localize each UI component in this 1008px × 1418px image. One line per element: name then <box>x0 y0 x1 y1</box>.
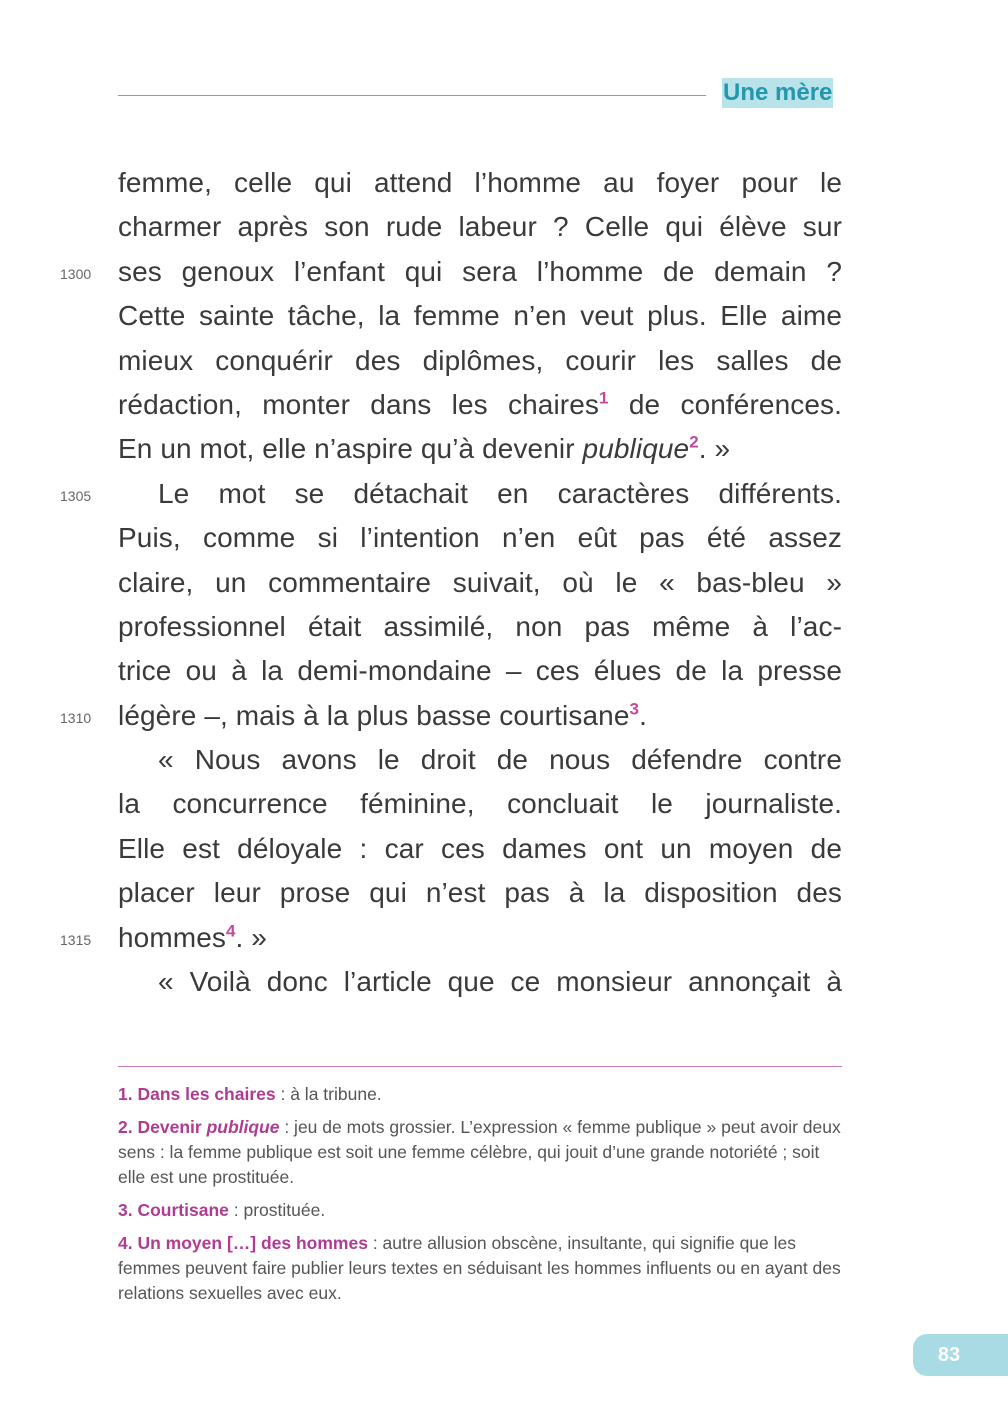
footnote-number: 2. <box>118 1117 133 1137</box>
page-number: 83 <box>937 1344 961 1366</box>
text-segment: hommes <box>118 921 226 953</box>
text-line: la concurrence féminine, concluait le journaliste. <box>118 788 842 820</box>
text-line: femme, celle qui attend l’homme au foyer pour le <box>118 167 842 198</box>
footnote-number: 1. <box>118 1084 133 1104</box>
footnote-term: Dans les chaires <box>137 1084 276 1104</box>
header-rule <box>118 95 706 96</box>
footnote-number: 3. <box>118 1200 133 1220</box>
text-segment: . » <box>235 921 267 953</box>
footnote-mark[interactable]: 4 <box>225 921 236 941</box>
text-line: Cette sainte tâche, la femme n’en veut plus. Elle aime <box>118 300 842 332</box>
footnote <box>118 1082 844 1107</box>
line-number: 1310 <box>60 710 92 726</box>
text-line <box>118 916 842 960</box>
footnote-mark[interactable]: 3 <box>629 699 640 719</box>
footnote <box>118 1231 844 1306</box>
text-line: trice ou à la demi-mondaine – ces élues de la presse <box>118 655 842 687</box>
text-segment: de conférences. <box>608 388 842 420</box>
body-text <box>118 161 842 1004</box>
text-segment: En un mot, elle n’aspire qu’à devenir <box>118 433 575 465</box>
text-line <box>118 694 842 738</box>
text-line: professionnel était assimilé, non pas même à l’ac- <box>118 610 842 642</box>
text-segment: rédaction, monter dans les chaires <box>118 388 600 420</box>
italic-word: publique <box>582 433 690 465</box>
text-line: Le mot se détachait en caractères différents. <box>158 477 842 509</box>
footnote <box>118 1115 844 1190</box>
text-line: Elle est déloyale : car ces dames ont un moyen de <box>118 832 842 864</box>
footnote-rule <box>118 1066 842 1067</box>
text-line <box>118 383 842 427</box>
text-line <box>118 427 842 471</box>
text-segment: légère –, mais à la plus basse courtisane <box>118 699 630 731</box>
text-segment: . » <box>698 433 731 465</box>
footnote-term-italic: publique <box>206 1117 280 1137</box>
text-line: « Voilà donc l’article que ce monsieur annonçait à <box>158 966 842 998</box>
text-line: Puis, comme si l’intention n’en eût pas été assez <box>118 522 842 554</box>
footnote-text: : jeu de mots grossier. L’expression « femme publique » peut avoir deux sens : la femme publique est soit une femme célèbre, qui jouit d’une grande notoriété ; soit elle est une prostituée. <box>118 1117 841 1187</box>
footnote-mark[interactable]: 1 <box>599 388 609 408</box>
chapter-title: Une mère <box>723 79 833 106</box>
footnote-text: : à la tribune. <box>275 1084 382 1104</box>
text-line: ses genoux l’enfant qui sera l’homme de demain ? <box>118 255 842 287</box>
text-line: « Nous avons le droit de nous défendre contre <box>158 744 842 776</box>
footnotes <box>118 1082 844 1314</box>
text-line: claire, un commentaire suivait, où le « bas-bleu » <box>118 566 842 598</box>
line-number: 1300 <box>60 266 92 282</box>
footnote-term: Courtisane <box>137 1200 229 1220</box>
footnote-term: Un moyen […] des hommes <box>137 1233 368 1253</box>
page-number-tab <box>913 1334 1008 1376</box>
text-line: charmer après son rude labeur ? Celle qui élève sur <box>118 211 842 243</box>
footnote-text: : prostituée. <box>228 1200 326 1220</box>
footnote-text: : autre allusion obscène, insultante, qui signifie que les femmes peuvent faire publier leurs textes en séduisant les hommes influents ou en ayant des relations sexuelles avec eux. <box>118 1233 841 1303</box>
text-line: mieux conquérir des diplômes, courir les salles de <box>118 344 842 376</box>
footnote-term: Devenir <box>137 1117 202 1137</box>
footnote-number: 4. <box>118 1233 133 1253</box>
footnote-mark[interactable]: 2 <box>689 433 699 453</box>
text-segment: . <box>639 699 647 731</box>
line-number: 1315 <box>60 932 92 948</box>
text-line: placer leur prose qui n’est pas à la disposition des <box>118 877 842 909</box>
footnote <box>118 1198 844 1223</box>
line-number: 1305 <box>60 488 92 504</box>
